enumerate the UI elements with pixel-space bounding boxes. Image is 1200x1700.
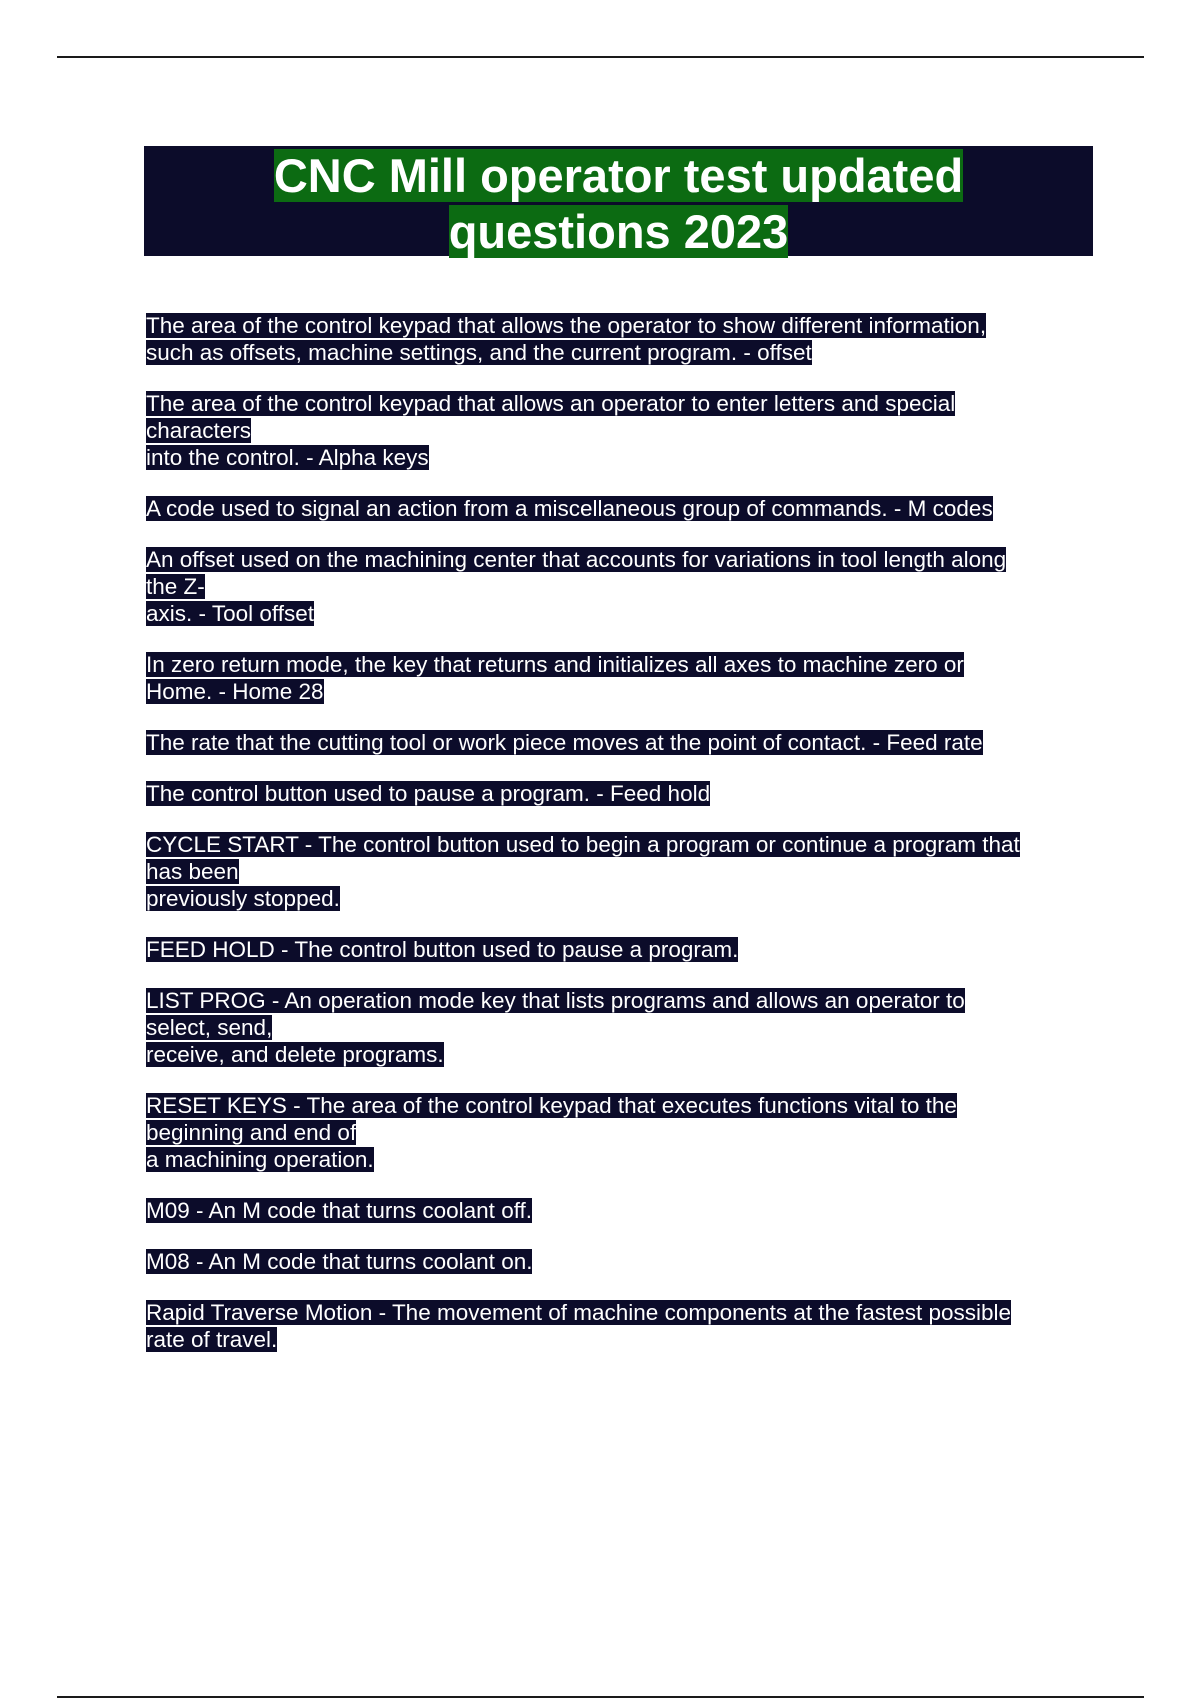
qa-item-line: has been bbox=[146, 859, 239, 884]
qa-item-line: characters bbox=[146, 418, 252, 443]
qa-item-line: select, send, bbox=[146, 1015, 273, 1040]
qa-item bbox=[146, 651, 1096, 705]
qa-item-line: M09 - An M code that turns coolant off. bbox=[146, 1198, 533, 1223]
qa-item-line: axis. - Tool offset bbox=[146, 601, 315, 626]
qa-item-line: In zero return mode, the key that returns and initializes all axes to machine zero or bbox=[146, 652, 964, 677]
qa-item bbox=[146, 1197, 1096, 1224]
qa-item-line: FEED HOLD - The control button used to pause a program. bbox=[146, 937, 739, 962]
qa-item bbox=[146, 1092, 1096, 1173]
qa-item-line: CYCLE START - The control button used to begin a program or continue a program that bbox=[146, 832, 1020, 857]
qa-item-line: rate of travel. bbox=[146, 1327, 278, 1352]
qa-item-line: M08 - An M code that turns coolant on. bbox=[146, 1249, 533, 1274]
qa-item-line: into the control. - Alpha keys bbox=[146, 445, 429, 470]
qa-item-line: An offset used on the machining center that accounts for variations in tool length along bbox=[146, 547, 1007, 572]
qa-item-line: the Z- bbox=[146, 574, 205, 599]
qa-item bbox=[146, 831, 1096, 912]
qa-item-line: The control button used to pause a program. - Feed hold bbox=[146, 781, 711, 806]
qa-item-line: The rate that the cutting tool or work piece moves at the point of contact. - Feed rate bbox=[146, 730, 983, 755]
qa-item bbox=[146, 495, 1096, 522]
qa-item bbox=[146, 1299, 1096, 1353]
qa-item bbox=[146, 987, 1096, 1068]
qa-item-line: receive, and delete programs. bbox=[146, 1042, 444, 1067]
qa-item bbox=[146, 729, 1096, 756]
qa-list bbox=[146, 312, 1096, 1377]
qa-item-line: The area of the control keypad that allows an operator to enter letters and special bbox=[146, 391, 956, 416]
qa-item-line: Rapid Traverse Motion - The movement of machine components at the fastest possible bbox=[146, 1300, 1012, 1325]
qa-item-line: LIST PROG - An operation mode key that lists programs and allows an operator to bbox=[146, 988, 965, 1013]
bottom-rule bbox=[57, 1696, 1144, 1698]
qa-item bbox=[146, 390, 1096, 471]
qa-item-line: such as offsets, machine settings, and the current program. - offset bbox=[146, 340, 812, 365]
qa-item-line: RESET KEYS - The area of the control keypad that executes functions vital to the bbox=[146, 1093, 957, 1118]
qa-item bbox=[146, 312, 1096, 366]
qa-item-line: a machining operation. bbox=[146, 1147, 374, 1172]
qa-item bbox=[146, 780, 1096, 807]
qa-item-line: A code used to signal an action from a miscellaneous group of commands. - M codes bbox=[146, 496, 993, 521]
qa-item bbox=[146, 1248, 1096, 1275]
qa-item bbox=[146, 936, 1096, 963]
qa-item-line: The area of the control keypad that allows the operator to show different information, bbox=[146, 313, 987, 338]
qa-item bbox=[146, 546, 1096, 627]
title-line-2: questions 2023 bbox=[448, 205, 789, 258]
qa-item-line: beginning and end of bbox=[146, 1120, 357, 1145]
qa-item-line: Home. - Home 28 bbox=[146, 679, 324, 704]
title-banner bbox=[144, 146, 1093, 256]
qa-item-line: previously stopped. bbox=[146, 886, 340, 911]
title-line-1: CNC Mill operator test updated bbox=[273, 149, 964, 202]
top-rule bbox=[57, 56, 1144, 58]
